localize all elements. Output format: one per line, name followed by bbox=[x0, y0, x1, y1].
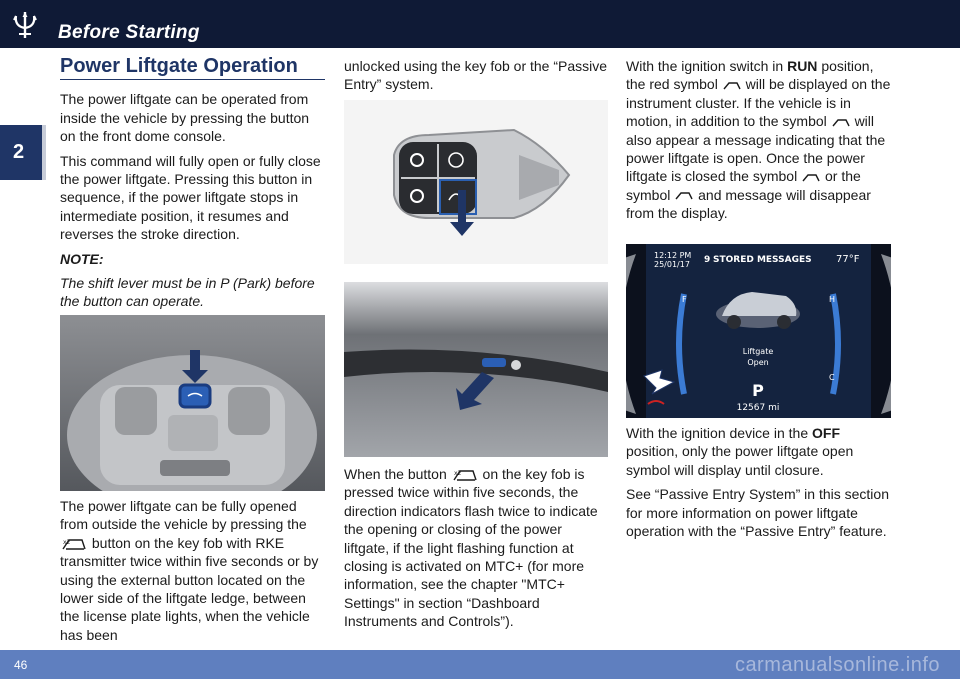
liftgate-button-icon bbox=[60, 536, 88, 552]
page-header bbox=[0, 0, 960, 48]
text-fragment: The power liftgate can be fully opened from outside the vehicle by pressing the bbox=[60, 498, 307, 533]
paragraph-unlocked: unlocked using the key fob or the “Passive Entry” system. bbox=[344, 58, 608, 93]
cluster-temp-hot: H bbox=[829, 295, 836, 304]
text-fragment: button on the key fob with RKE transmitter twice within five seconds or by using the external button located on the lower side of the liftgate ledge, between the license plate lights, when the vehicle has been bbox=[60, 534, 319, 643]
column-1 bbox=[60, 57, 325, 317]
liftgate-button-icon bbox=[451, 467, 479, 483]
header-title: Before Starting bbox=[58, 22, 200, 43]
liftgate-open-icon bbox=[831, 117, 851, 129]
paragraph-key-fob-twice bbox=[344, 465, 609, 631]
note-label: NOTE: bbox=[60, 250, 104, 267]
section-title: Power Liftgate Operation bbox=[60, 57, 325, 80]
page-number: 46 bbox=[14, 658, 28, 672]
cluster-time: 12:12 PM bbox=[654, 251, 692, 260]
cluster-odometer: 12567 mi bbox=[736, 403, 780, 413]
cluster-temp-cold: C bbox=[829, 373, 835, 382]
liftgate-open-icon bbox=[801, 172, 821, 184]
paragraph-passive-entry: See “Passive Entry System” in this section for more information on power liftgate operation with the “Passive Entry” feature. bbox=[626, 486, 889, 540]
trident-logo-icon bbox=[8, 8, 42, 42]
paragraph-command: This command will fully open or fully close the power liftgate. Pressing this button in sequence, if the power liftgate stops in intermediate position, it resumes and reverses the stroke direction. bbox=[60, 152, 321, 243]
liftgate-open-icon bbox=[722, 80, 742, 92]
cluster-fuel-full: F bbox=[682, 295, 687, 304]
svg-text:x2: x2 bbox=[453, 470, 462, 478]
note-text: The shift lever must be in P (Park) before the button can operate. bbox=[60, 275, 315, 310]
dome-console-image bbox=[60, 315, 325, 491]
paragraph-outside-open bbox=[60, 497, 325, 644]
cluster-date: 25/01/17 bbox=[654, 260, 690, 269]
text-fragment: will also appear a message indicating that the power liftgate is open. Once the power liftgate is closed the symbol bbox=[626, 113, 886, 185]
liftgate-external-button-image bbox=[344, 282, 608, 457]
text-fragment: With the ignition device in the bbox=[626, 425, 809, 441]
cluster-temperature: 77°F bbox=[836, 254, 860, 265]
text-fragment: on the key fob is pressed twice within five seconds, the direction indicators flash twice to indicate the opening or closing of the power liftgate, if the light flashing function at closing is activated on MTC+ (for more information, see the chapter "MTC+ Settings" in section “Dashboard Instruments and Controls”). bbox=[344, 466, 598, 630]
text-fragment: position, only the power liftgate open symbol will display until closure. bbox=[626, 443, 854, 478]
cluster-status-line1: Liftgate bbox=[742, 347, 774, 356]
paragraph-intro: The power liftgate can be operated from inside the vehicle by pressing the button on the front dome console. bbox=[60, 91, 310, 145]
text-fragment: position, the red symbol bbox=[626, 58, 874, 93]
cluster-gear: P bbox=[752, 381, 764, 400]
key-fob-image bbox=[344, 100, 608, 264]
column-3-bottom bbox=[626, 424, 896, 546]
liftgate-open-icon bbox=[674, 190, 694, 202]
chapter-number: 2 bbox=[13, 141, 25, 163]
paragraph-ignition-off bbox=[626, 424, 896, 479]
run-keyword: RUN bbox=[787, 58, 818, 74]
instrument-cluster-image bbox=[626, 244, 891, 418]
svg-text:x2: x2 bbox=[63, 539, 71, 547]
text-fragment: With the ignition switch in bbox=[626, 58, 784, 74]
text-fragment: will be displayed on the instrument cluster. If the vehicle is in motion, in addition to the symbol bbox=[626, 76, 891, 130]
cluster-messages-label: STORED MESSAGES bbox=[713, 255, 812, 265]
cluster-status-line2: Open bbox=[747, 358, 769, 367]
text-fragment: When the button bbox=[344, 466, 447, 482]
cluster-messages-count: 9 bbox=[704, 255, 711, 265]
text-fragment: or the symbol bbox=[626, 168, 861, 203]
text-fragment: and message will disappear from the display. bbox=[626, 186, 871, 222]
watermark: carmanualsonline.info bbox=[734, 654, 940, 676]
off-keyword: OFF bbox=[812, 425, 840, 441]
paragraph-ignition-run bbox=[626, 57, 896, 223]
